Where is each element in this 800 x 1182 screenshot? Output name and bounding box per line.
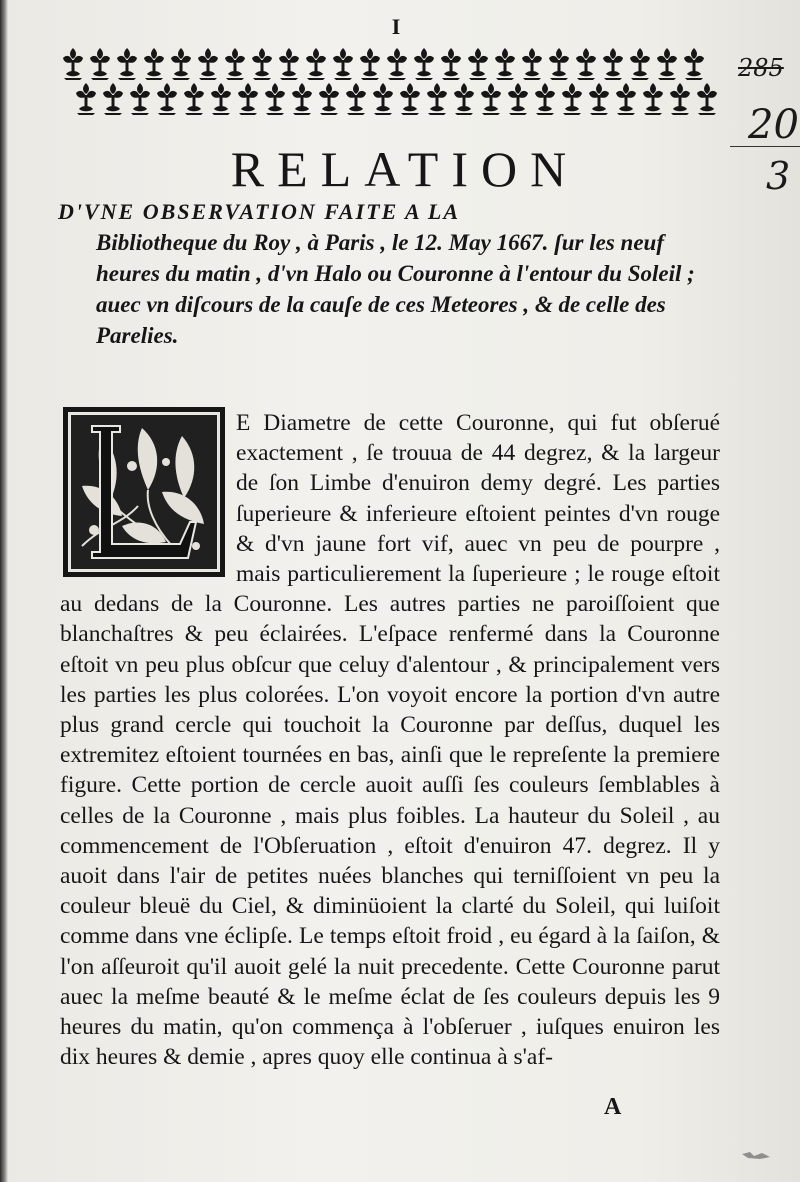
page-number: I (391, 14, 401, 39)
fleuron-row-bottom (76, 83, 717, 115)
page-title: RELATION (230, 141, 580, 197)
body-paragraph (60, 408, 720, 1072)
subtitle (58, 196, 730, 351)
signature-mark: A (604, 1094, 622, 1120)
subtitle-text: Bibliotheque du Roy , à Paris , le 12. May 1667. ſur les neuf heures du matin , d'vn Halo ou Couronne à l'entour du Soleil ; auec vn diſcours de la cauſe de ces Meteores , & de celle des Parelies. (96, 230, 695, 348)
margin-note-old-folio: 285 (738, 54, 784, 82)
handwritten-margin-notes (730, 50, 800, 200)
page-binding-edge (0, 0, 8, 1182)
subtitle-caps-line: D'VNE OBSERVATION FAITE A LA (58, 199, 461, 224)
ink-smudge (740, 1148, 774, 1162)
fleuron-ornament-band (62, 46, 722, 116)
margin-note-folio: 20 (748, 102, 799, 148)
dropcap-spacer (60, 408, 236, 584)
body-paragraph-text: E Diametre de cette Couronne, qui fut obſerué exactement , ſe trouua de 44 degrez, & la largeur de ſon Limbe d'enuiron demy degré. Les parties ſuperieure & inferieure eſtoient peintes d'vn rouge & d'vn jaune fort vif, auec vn peu de pourpre , mais particulierement la ſuperieure ; le rouge eſtoit au dedans de la Couronne. Les autres parties ne paroiſſoient que blanchaſtres & peu éclairées. L'eſpace renfermé dans la Couronne eſtoit vn peu plus obſcur que celuy d'alentour , & principalement vers les parties les plus colorées. L'on voyoit encore la portion d'vn autre plus grand cercle qui touchoit la Couronne par deſſus, duquel les extremitez eſtoient tournées en bas, ainſi que le repreſente la premiere figure. Cette portion de cercle auoit auſſi ſes couleurs ſemblables à celles de la Couronne , mais plus foibles. La hauteur du Soleil , au commencement de l'Obſeruation , eſtoit d'enuiron 47. degrez. Il y auoit dans l'air de petites nuées blanches qui terniſſoient vn peu la couleur bleuë du Ciel, & diminüoient la clarté du Soleil, qui luiſoit comme dans vne éclipſe. Le temps eſtoit froid , eu égard à la ſaiſon, & l'on aſſeuroit qu'il auoit gelé la nuit precedente. Cette Couronne parut auec la meſme beauté & le meſme éclat de ſes couleurs depuis les 9 heures du matin, qu'on commença à l'obſeruer , iuſques enuiron les dix heures & demie , apres quoy elle continua à s'af- (60, 410, 720, 1071)
fleuron-row-top (63, 48, 704, 80)
margin-note-number: 3 (766, 154, 791, 198)
